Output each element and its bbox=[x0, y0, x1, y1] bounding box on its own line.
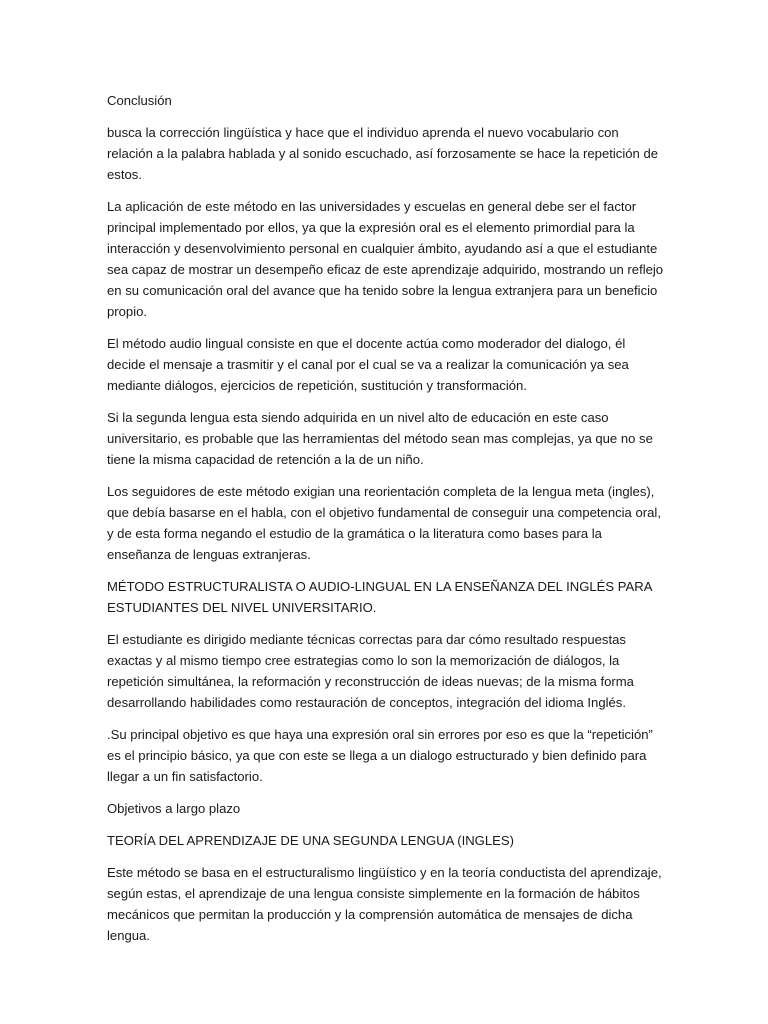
document-body bbox=[107, 90, 667, 957]
paragraph-estudiante: El estudiante es dirigido mediante técnicas correctas para dar cómo resultado respuestas exactas y al mismo tiempo cree estrategias como lo son la memorización de diálogos, la repetición simultánea, la reformación y reconstrucción de ideas nuevas; de la misma forma desarrollando habilidades como restauración de conceptos, integración del idioma Inglés. bbox=[107, 632, 634, 710]
section-heading-objetivos: Objetivos a largo plazo bbox=[107, 801, 241, 816]
paragraph-metodo-audio-lingual: El método audio lingual consiste en que el docente actúa como moderador del dialogo, él decide el mensaje a trasmitir y el canal por el cual se va a realizar la comunicación ya sea mediante diálogos, ejercicios de repetición, sustitución y transformación. bbox=[107, 336, 629, 393]
paragraph-estructuralismo: Este método se basa en el estructuralismo lingüístico y en la teoría conductista del aprendizaje, según estas, el aprendizaje de una lengua consiste simplemente en la formación de hábitos mecánicos que permitan la producción y la comprensión automática de mensajes de dicha lengua. bbox=[107, 865, 662, 943]
section-heading-teoria: TEORÍA DEL APRENDIZAJE DE UNA SEGUNDA LENGUA (INGLES) bbox=[107, 833, 514, 848]
section-heading-metodo-estructuralista: MÉTODO ESTRUCTURALISTA O AUDIO-LINGUAL EN LA ENSEÑANZA DEL INGLÉS PARA ESTUDIANTES DEL NIVEL UNIVERSITARIO. bbox=[107, 579, 652, 615]
paragraph-aplicacion: La aplicación de este método en las universidades y escuelas en general debe ser el factor principal implementado por ellos, ya que la expresión oral es el elemento primordial para la interacción y desenvolvimiento personal en cualquier ámbito, ayudando así a que el estudiante sea capaz de mostrar un desempeño eficaz de este aprendizaje adquirido, mostrando un reflejo en su comunicación oral del avance que ha tenido sobre la lengua extranjera para un beneficio propio. bbox=[107, 199, 664, 319]
paragraph-segunda-lengua: Si la segunda lengua esta siendo adquirida en un nivel alto de educación en este caso universitario, es probable que las herramientas del método sean mas complejas, ya que no se tiene la misma capacidad de retención a la de un niño. bbox=[107, 410, 653, 467]
paragraph-correccion: busca la corrección lingüística y hace que el individuo aprenda el nuevo vocabulario con relación a la palabra hablada y al sonido escuchado, así forzosamente se hace la repetición de estos. bbox=[107, 125, 659, 182]
section-heading-conclusion: Conclusión bbox=[107, 93, 172, 108]
paragraph-objetivo: .Su principal objetivo es que haya una expresión oral sin errores por eso es que la “repetición” es el principio básico, ya que con este se llega a un dialogo estructurado y bien definido para llegar a un fin satisfactorio. bbox=[107, 727, 653, 784]
paragraph-seguidores: Los seguidores de este método exigian una reorientación completa de la lengua meta (ingles), que debía basarse en el habla, con el objetivo fundamental de conseguir una competencia oral, y de esta forma negando el estudio de la gramática o la literatura como bases para la enseñanza de lenguas extranjeras. bbox=[107, 484, 661, 562]
